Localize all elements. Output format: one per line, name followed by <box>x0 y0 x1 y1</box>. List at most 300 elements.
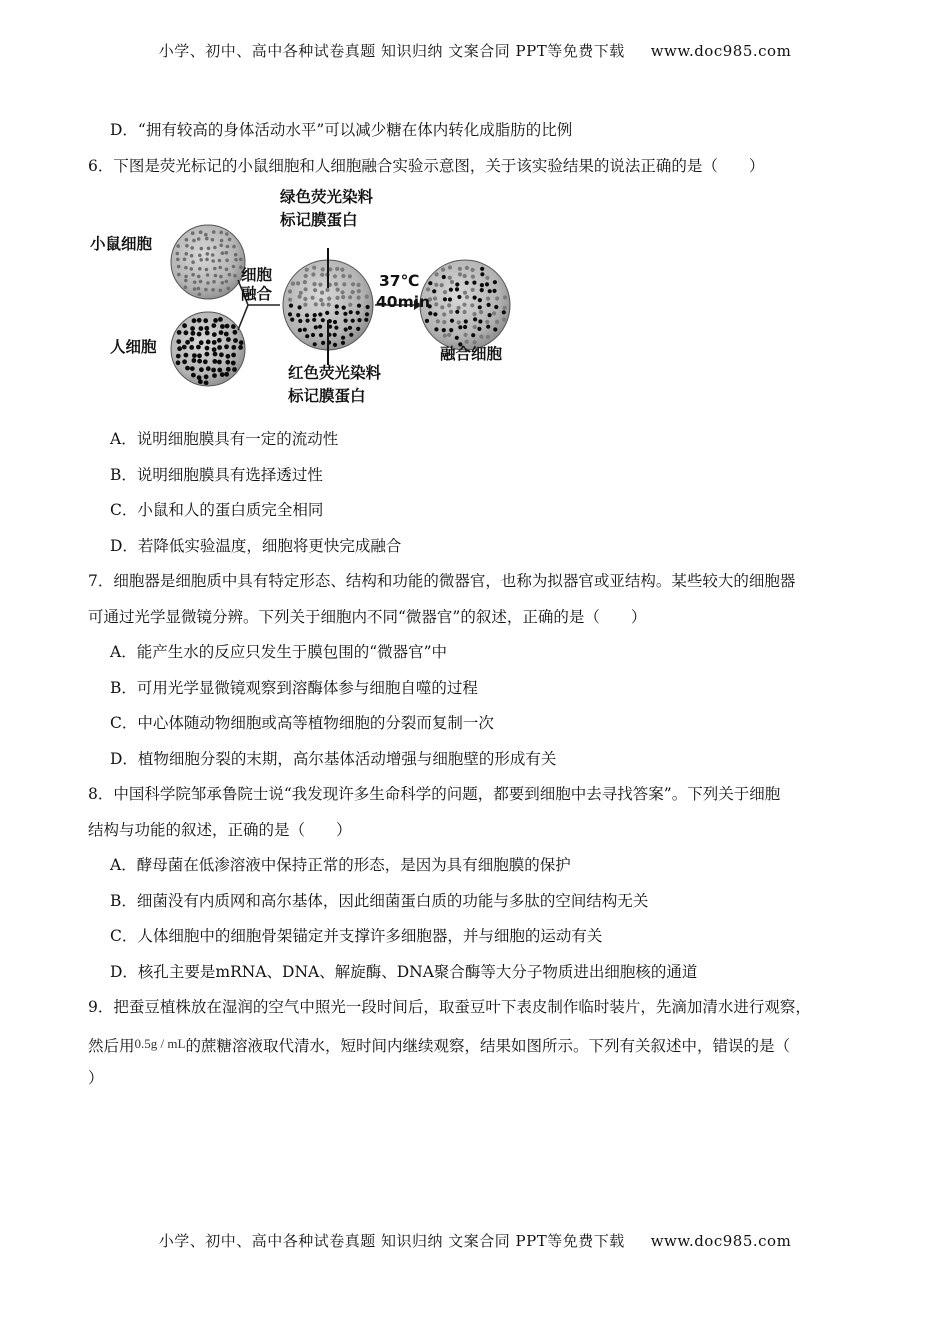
green-protein-dot <box>234 253 238 257</box>
red-protein-dot <box>191 331 196 336</box>
q9-stem-part2: 的蔗糖溶液取代清水，短时间内继续观察，结果如图所示。下列有关叙述中，错误的是（ <box>185 1036 790 1055</box>
red-protein-dot <box>205 352 210 357</box>
green-protein-dot <box>198 267 202 271</box>
membrane-protein-dot <box>357 304 361 308</box>
mixed-protein-dot <box>479 335 483 339</box>
q8-option-b: B．细菌没有内质网和高尔基体，因此细菌蛋白质的功能与多肽的空间结构无关 <box>110 891 649 910</box>
mixed-protein-dot <box>449 310 453 314</box>
red-protein-dot <box>204 374 209 379</box>
red-protein-dot <box>218 317 223 322</box>
membrane-protein-dot <box>365 295 369 299</box>
q6-option-c: C．小鼠和人的蛋白质完全相同 <box>110 501 324 519</box>
mixed-protein-dot <box>458 267 462 271</box>
q9-stem-line3: ） <box>88 1069 104 1087</box>
q7-option-a: A．能产生水的反应只发生于膜包围的“微器官”中 <box>110 643 448 661</box>
mixed-protein-dot <box>448 276 452 280</box>
red-protein-dot <box>233 330 238 335</box>
red-protein-dot <box>199 326 204 331</box>
q6-option-d: D．若降低实验温度，细胞将更快完成融合 <box>110 536 402 555</box>
mixed-protein-dot <box>493 280 497 284</box>
green-dye-label-line1: 绿色荧光染料 <box>280 188 374 206</box>
mixed-protein-dot <box>464 319 468 323</box>
green-protein-dot <box>206 281 210 285</box>
red-protein-dot <box>233 338 238 343</box>
mixed-protein-dot <box>434 302 438 306</box>
green-protein-dot <box>200 247 204 251</box>
membrane-protein-dot <box>342 306 346 310</box>
green-protein-dot <box>219 275 223 279</box>
mixed-protein-dot <box>450 280 454 284</box>
green-protein-dot <box>199 230 203 234</box>
red-dye-label-line2: 标记膜蛋白 <box>288 387 366 405</box>
green-protein-dot <box>207 247 211 251</box>
green-protein-dot <box>177 273 181 277</box>
red-protein-dot <box>212 332 217 337</box>
green-protein-dot <box>225 268 229 272</box>
mouse-cell-label: 小鼠细胞 <box>90 235 153 253</box>
mixed-protein-dot <box>425 319 429 323</box>
mixed-protein-dot <box>503 295 507 299</box>
mixed-protein-dot <box>455 282 459 286</box>
mixed-protein-dot <box>480 288 484 292</box>
mixed-protein-dot <box>478 319 482 323</box>
red-protein-dot <box>231 353 236 358</box>
red-protein-dot <box>177 346 182 351</box>
green-protein-dot <box>176 252 180 256</box>
membrane-protein-dot <box>288 298 292 302</box>
membrane-protein-dot <box>341 336 345 340</box>
q8-stem-line1: 8．中国科学院邹承鲁院士说“我发现许多生命科学的问题，都要到细胞中去寻找答案”。下列关于细胞 <box>88 785 781 803</box>
mixed-protein-dot <box>485 320 489 324</box>
red-protein-dot <box>182 345 187 350</box>
membrane-protein-dot <box>333 333 337 337</box>
red-protein-dot <box>190 326 195 331</box>
green-protein-dot <box>218 266 222 270</box>
q8-stem-line2: 结构与功能的叙述，正确的是（ ） <box>88 820 352 839</box>
footer-site-link[interactable]: www.doc985.com <box>650 1232 792 1250</box>
mixed-protein-dot <box>495 320 499 324</box>
q7-option-d: D．植物细胞分裂的末期，高尔基体活动增强与细胞壁的形成有关 <box>110 749 557 768</box>
red-protein-dot <box>226 367 231 372</box>
mixed-protein-dot <box>443 297 447 301</box>
red-protein-dot <box>176 360 181 365</box>
red-protein-dot <box>213 318 218 323</box>
mixed-protein-dot <box>480 272 484 276</box>
membrane-protein-dot <box>356 311 360 315</box>
q8-option-a: A．酵母菌在低渗溶液中保持正常的形态，是因为具有细胞膜的保护 <box>110 856 571 874</box>
membrane-protein-dot <box>311 272 315 276</box>
mixed-protein-dot <box>487 303 491 307</box>
green-protein-dot <box>213 246 217 250</box>
green-protein-dot <box>197 237 201 241</box>
membrane-protein-dot <box>321 302 325 306</box>
green-protein-dot <box>185 252 189 256</box>
green-protein-dot <box>233 274 237 278</box>
red-protein-dot <box>177 330 182 335</box>
membrane-protein-dot <box>306 319 310 323</box>
membrane-protein-dot <box>341 341 345 345</box>
membrane-protein-dot <box>349 333 353 337</box>
membrane-protein-dot <box>333 343 337 347</box>
concentration-unit: 0.5g / mL <box>134 1035 186 1051</box>
mixed-protein-dot <box>455 310 459 314</box>
red-protein-dot <box>231 361 236 366</box>
green-protein-dot <box>220 239 224 243</box>
red-protein-dot <box>197 318 202 323</box>
red-dye-label-line1: 红色荧光染料 <box>288 364 382 382</box>
mixed-protein-dot <box>472 281 476 285</box>
red-protein-dot <box>197 375 202 380</box>
mixed-protein-dot <box>440 305 444 309</box>
green-protein-dot <box>191 260 195 264</box>
membrane-protein-dot <box>303 297 307 301</box>
mixed-protein-dot <box>463 310 467 314</box>
membrane-protein-dot <box>312 318 316 322</box>
red-protein-dot <box>192 353 197 358</box>
red-protein-dot <box>204 326 209 331</box>
membrane-protein-dot <box>342 282 346 286</box>
mixed-protein-dot <box>494 305 498 309</box>
temperature-label: 37℃ <box>379 272 420 290</box>
q7-stem-line2: 可通过光学显微镜分辨。下列关于细胞内不同“微器官”的叙述，正确的是（ ） <box>88 607 647 626</box>
green-protein-dot <box>228 238 232 242</box>
footer-text: 小学、初中、高中各种试卷真题 知识归纳 文案合同 PPT等免费下载 <box>158 1232 625 1250</box>
mixed-protein-dot <box>465 281 469 285</box>
membrane-protein-dot <box>344 319 348 323</box>
green-protein-dot <box>185 238 189 242</box>
mixed-protein-dot <box>433 312 437 316</box>
membrane-protein-dot <box>298 328 302 332</box>
membrane-protein-dot <box>357 289 361 293</box>
green-protein-dot <box>212 230 216 234</box>
membrane-protein-dot <box>314 302 318 306</box>
green-protein-dot <box>193 280 197 284</box>
green-protein-dot <box>197 275 201 279</box>
cell-fusion-diagram <box>88 184 868 422</box>
green-protein-dot <box>213 267 217 271</box>
mouse-cell <box>171 225 245 299</box>
mixed-protein-dot <box>436 319 440 323</box>
mixed-protein-dot <box>448 297 452 301</box>
membrane-protein-dot <box>357 318 361 322</box>
mixed-protein-dot <box>457 320 461 324</box>
red-protein-dot <box>212 340 217 345</box>
cell-fusion-figure <box>88 184 868 422</box>
mixed-protein-dot <box>463 325 467 329</box>
mixed-protein-dot <box>434 283 438 287</box>
red-protein-dot <box>219 330 224 335</box>
mixed-protein-dot <box>441 268 445 272</box>
mixed-protein-dot <box>471 333 475 337</box>
membrane-protein-dot <box>348 326 352 330</box>
green-protein-dot <box>232 245 236 249</box>
q9-stem-line1: 9．把蚕豆植株放在湿润的空气中照光一段时间后，取蚕豆叶下表皮制作临时装片，先滴加清水进行观察， <box>88 998 811 1016</box>
fusion-step-label-line2: 融合 <box>241 285 273 303</box>
red-protein-dot <box>211 323 216 328</box>
green-protein-dot <box>191 231 195 235</box>
membrane-protein-dot <box>341 274 345 278</box>
red-protein-dot <box>203 359 208 364</box>
green-protein-dot <box>177 265 181 269</box>
mixed-protein-dot <box>440 283 444 287</box>
red-protein-dot <box>206 366 211 371</box>
green-protein-dot <box>199 280 203 284</box>
membrane-protein-dot <box>291 282 295 286</box>
membrane-protein-dot <box>357 296 361 300</box>
membrane-protein-dot <box>319 298 323 302</box>
red-protein-dot <box>192 318 197 323</box>
page-header <box>0 40 950 61</box>
green-protein-dot <box>225 259 229 263</box>
q7-option-c: C．中心体随动物细胞或高等植物细胞的分裂而复制一次 <box>110 714 494 732</box>
mixed-protein-dot <box>478 305 482 309</box>
mixed-protein-dot <box>473 317 477 321</box>
membrane-protein-dot <box>340 268 344 272</box>
red-protein-dot <box>184 330 189 335</box>
red-protein-dot <box>205 346 210 351</box>
membrane-protein-dot <box>318 312 322 316</box>
green-protein-dot <box>192 239 196 243</box>
mixed-protein-dot <box>442 320 446 324</box>
q9-stem-line2 <box>88 1026 868 1062</box>
red-protein-dot <box>205 331 210 336</box>
header-text: 小学、初中、高中各种试卷真题 知识归纳 文案合同 PPT等免费下载 <box>158 42 625 60</box>
mixed-protein-dot <box>473 296 477 300</box>
header-site-link[interactable]: www.doc985.com <box>650 42 792 60</box>
green-protein-dot <box>176 258 180 262</box>
mixed-protein-dot <box>457 295 461 299</box>
membrane-protein-dot <box>334 282 338 286</box>
green-protein-dot <box>239 258 243 262</box>
green-protein-dot <box>218 259 222 263</box>
green-protein-dot <box>204 288 208 292</box>
mixed-protein-dot <box>443 290 447 294</box>
red-protein-dot <box>224 372 229 377</box>
exam-content <box>88 113 868 1097</box>
membrane-protein-dot <box>357 283 361 287</box>
membrane-protein-dot <box>298 295 302 299</box>
red-protein-dot <box>225 360 230 365</box>
red-protein-dot <box>196 345 201 350</box>
q6-option-b: B．说明细胞膜具有选择透过性 <box>110 465 323 484</box>
membrane-protein-dot <box>333 320 337 324</box>
membrane-protein-dot <box>314 325 318 329</box>
membrane-protein-dot <box>320 291 324 295</box>
membrane-protein-dot <box>348 295 352 299</box>
green-protein-dot <box>212 280 216 284</box>
membrane-protein-dot <box>321 267 325 271</box>
q7-option-b: B．可用光学显微镜观察到溶酶体参与细胞自噬的过程 <box>110 678 478 697</box>
membrane-protein-dot <box>289 304 293 308</box>
membrane-protein-dot <box>313 342 317 346</box>
green-protein-dot <box>197 287 201 291</box>
mixed-protein-dot <box>486 325 490 329</box>
green-protein-dot <box>190 246 194 250</box>
membrane-protein-dot <box>335 304 339 308</box>
mixed-protein-dot <box>462 303 466 307</box>
green-protein-dot <box>228 273 232 277</box>
membrane-protein-dot <box>335 267 339 271</box>
red-protein-dot <box>224 332 229 337</box>
green-protein-dot <box>198 254 202 258</box>
mixed-protein-dot <box>463 291 467 295</box>
mixed-protein-dot <box>471 275 475 279</box>
mixed-protein-dot <box>478 298 482 302</box>
membrane-protein-dot <box>334 326 338 330</box>
membrane-protein-dot <box>305 268 309 272</box>
green-protein-dot <box>184 275 188 279</box>
membrane-protein-dot <box>365 312 369 316</box>
red-protein-dot <box>220 372 225 377</box>
mixed-protein-dot <box>480 267 484 271</box>
green-protein-dot <box>184 279 188 283</box>
membrane-protein-dot <box>298 319 302 323</box>
red-protein-dot <box>197 359 202 364</box>
green-protein-dot <box>206 252 210 256</box>
membrane-protein-dot <box>319 333 323 337</box>
human-cell-label: 人细胞 <box>110 338 157 356</box>
green-protein-dot <box>221 251 225 255</box>
mixed-protein-dot <box>486 335 490 339</box>
membrane-protein-dot <box>351 282 355 286</box>
membrane-protein-dot <box>341 295 345 299</box>
q7-stem-line1: 7．细胞器是细胞质中具有特定形态、结构和功能的微器官，也称为拟器官或亚结构。某些较大的细胞器 <box>88 572 796 590</box>
membrane-protein-dot <box>288 312 292 316</box>
red-protein-dot <box>238 345 243 350</box>
membrane-protein-dot <box>349 310 353 314</box>
green-protein-dot <box>225 251 229 255</box>
membrane-protein-dot <box>305 313 309 317</box>
mixed-protein-dot <box>472 312 476 316</box>
mixed-protein-dot <box>495 296 499 300</box>
membrane-protein-dot <box>336 288 340 292</box>
green-protein-dot <box>234 258 238 262</box>
membrane-protein-dot <box>313 288 317 292</box>
green-protein-dot <box>199 258 203 262</box>
green-protein-dot <box>225 280 229 284</box>
membrane-protein-dot <box>335 311 339 315</box>
mixed-protein-dot <box>493 327 497 331</box>
mixed-protein-dot <box>470 303 474 307</box>
red-protein-dot <box>182 359 187 364</box>
fused-cell-label: 融合细胞 <box>440 345 503 363</box>
mixed-protein-dot <box>488 289 492 293</box>
red-protein-dot <box>219 352 224 357</box>
mixed-protein-dot <box>463 274 467 278</box>
green-protein-dot <box>227 287 231 291</box>
membrane-protein-dot <box>296 281 300 285</box>
mixed-protein-dot <box>447 333 451 337</box>
green-protein-dot <box>206 273 210 277</box>
membrane-protein-dot <box>311 296 315 300</box>
red-protein-dot <box>212 373 217 378</box>
red-protein-dot <box>190 366 195 371</box>
q5-option-d: D．“拥有较高的身体活动水平”可以减少糖在体内转化成脂肪的比例 <box>110 121 573 139</box>
green-protein-dot <box>214 274 218 278</box>
membrane-protein-dot <box>348 303 352 307</box>
mixed-protein-dot <box>471 268 475 272</box>
green-protein-dot <box>211 288 215 292</box>
green-protein-dot <box>183 258 187 262</box>
membrane-protein-dot <box>364 318 368 322</box>
mixed-protein-dot <box>492 311 496 315</box>
q8-option-c: C．人体细胞中的细胞骨架锚定并支撑许多细胞器，并与细胞的运动有关 <box>110 927 603 945</box>
red-protein-dot <box>226 354 231 359</box>
membrane-protein-dot <box>327 297 331 301</box>
green-protein-dot <box>193 287 197 291</box>
green-protein-dot <box>185 244 189 248</box>
red-protein-dot <box>192 358 197 363</box>
fusion-step-label-line1: 细胞 <box>241 266 273 284</box>
red-protein-dot <box>239 340 244 345</box>
red-protein-dot <box>199 340 204 345</box>
membrane-protein-dot <box>312 266 316 270</box>
membrane-protein-dot <box>335 296 339 300</box>
red-protein-dot <box>197 332 202 337</box>
red-protein-dot <box>185 340 190 345</box>
mixed-protein-dot <box>480 283 484 287</box>
membrane-protein-dot <box>318 283 322 287</box>
q6-stem: 6．下图是荧光标记的小鼠细胞和人细胞融合实验示意图，关于该实验结果的说法正确的是（ ） <box>88 156 765 175</box>
red-protein-dot <box>213 352 218 357</box>
membrane-protein-dot <box>311 333 315 337</box>
membrane-protein-dot <box>318 325 322 329</box>
green-protein-dot <box>211 253 215 257</box>
membrane-protein-dot <box>351 319 355 323</box>
mixed-protein-dot <box>465 266 469 270</box>
red-protein-dot <box>185 366 190 371</box>
green-protein-dot <box>211 238 215 242</box>
green-protein-dot <box>219 244 223 248</box>
mixed-protein-dot <box>502 310 506 314</box>
green-protein-dot <box>198 293 202 297</box>
green-protein-dot <box>219 289 223 293</box>
red-protein-dot <box>231 345 236 350</box>
red-protein-dot <box>211 368 216 373</box>
mixed-protein-dot <box>449 288 453 292</box>
green-protein-dot <box>232 265 236 269</box>
membrane-protein-dot <box>290 318 294 322</box>
mixed-protein-dot <box>442 312 446 316</box>
mixed-protein-dot <box>435 272 439 276</box>
red-protein-dot <box>212 359 217 364</box>
red-protein-dot <box>225 324 230 329</box>
mixed-protein-dot <box>442 328 446 332</box>
membrane-protein-dot <box>304 287 308 291</box>
red-protein-dot <box>176 354 181 359</box>
red-protein-dot <box>226 337 231 342</box>
membrane-protein-dot <box>298 305 302 309</box>
membrane-protein-dot <box>303 303 307 307</box>
green-protein-dot <box>205 237 209 241</box>
mixed-protein-dot <box>433 296 437 300</box>
mixed-protein-dot <box>458 325 462 329</box>
mixed-protein-dot <box>455 287 459 291</box>
green-protein-dot <box>190 254 194 258</box>
green-protein-dot <box>205 258 209 262</box>
membrane-protein-dot <box>305 334 309 338</box>
membrane-protein-dot <box>327 303 331 307</box>
red-protein-dot <box>184 353 189 358</box>
red-protein-dot <box>204 381 209 386</box>
green-protein-dot <box>191 273 195 277</box>
membrane-protein-dot <box>366 305 370 309</box>
membrane-protein-dot <box>296 313 300 317</box>
green-protein-dot <box>184 286 188 290</box>
green-protein-dot <box>211 259 215 263</box>
membrane-protein-dot <box>303 280 307 284</box>
red-protein-dot <box>198 379 203 384</box>
